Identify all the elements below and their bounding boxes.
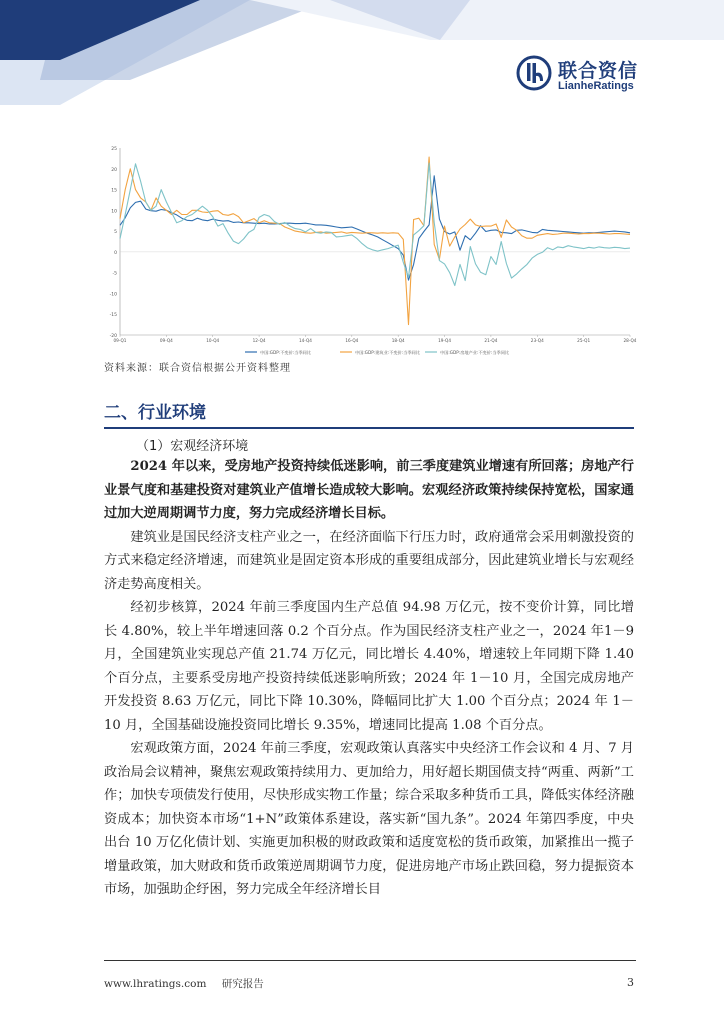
legend-label: 中国:GDP:建筑业:不变价:当季同比 [355, 349, 420, 355]
sub-heading: （1）宏观经济环境 [136, 439, 249, 454]
x-tick-label: 09-Q1 [113, 338, 127, 343]
paragraph: 建筑业是国民经济支柱产业之一，在经济面临下行压力时，政府通常会采用刺激投资的方式来稳定经济增速，而建筑业是固定资本形成的重要组成部分，因此建筑业增长与宏观经济走势高度相关。 [104, 529, 634, 592]
x-tick-label: 25-Q1 [577, 338, 591, 343]
y-tick-label: -15 [109, 313, 117, 319]
y-tick-label: -10 [109, 292, 117, 298]
page-number: 3 [627, 976, 634, 989]
x-tick-label: 19-Q4 [438, 338, 452, 343]
paragraph: 宏观政策方面，2024 年前三季度，宏观政策认真落实中央经济工作会议和 4 月、7 月政治局会议精神，聚焦宏观政策持续用力、更加给力，用好超长期国债支持“两重、两新”工作；加快专项债发行使用，尽快形成实物工作量；综合采取多种货币工具，降低实体经济融资成本；加快资本市场“1+N”政策体系建设，落实新“国九条”。2024 年第四季度，中央出台 10 万亿化债计划、实施更加积极的财政政策和适度宽松的货币政策，加紧推出一揽子增量政策，加大财政和货币政策逆周期调节力度，促进房地产市场止跌回稳，努力提振资本市场，加强助企纾困，努力完成全年经济增长目 [104, 741, 634, 897]
x-tick-label: 10-Q4 [206, 338, 220, 343]
x-tick-label: 21-Q4 [484, 338, 498, 343]
logo-mark-icon [516, 55, 552, 91]
section-title: 二、行业环境 [104, 403, 206, 423]
header-shape-4 [250, 0, 724, 40]
y-tick-label: 10 [111, 209, 117, 215]
series-line-1 [120, 176, 630, 280]
y-tick-label: 25 [111, 147, 117, 152]
y-tick-label: -20 [109, 334, 117, 339]
y-tick-label: 15 [111, 188, 117, 194]
summary-paragraph: 2024 年以来，受房地产投资持续低迷影响，前三季度建筑业增速有所回落；房地产行业景气度和基建投资对建筑业产值增长造成较大影响。宏观经济政策持续保持宽松，国家通过加大逆周期调节力度，努力完成经济增长目标。 [104, 459, 634, 521]
body-text [104, 455, 634, 902]
footer-website[interactable]: www.lhratings.com [104, 978, 207, 990]
legend-label: 中国:GDP:房地产业:不变价:当季同比 [440, 349, 510, 355]
x-tick-label: 09-Q4 [159, 338, 173, 343]
x-tick-label: 23-Q4 [530, 338, 544, 343]
y-tick-label: 5 [114, 230, 117, 236]
x-tick-label: 12-Q4 [252, 338, 266, 343]
legend-label: 中国:GDP:不变价:当季同比 [260, 349, 311, 355]
section-divider [104, 427, 634, 429]
x-tick-label: 16-Q4 [345, 338, 359, 343]
series-line-2 [120, 157, 630, 325]
footer-report-type: 研究报告 [221, 978, 264, 990]
logo-chinese-name: 联合资信 [558, 60, 639, 82]
x-tick-label: 14-Q4 [298, 338, 312, 343]
paragraph: 经初步核算，2024 年前三季度国内生产总值 94.98 万亿元，按不变价计算，同比增长 4.80%，较上半年增速回落 0.2 个百分点。作为国民经济支柱产业之一，2024 年1－9 月，全国建筑业实现总产值 21.74 万亿元，同比增长 4.40%，增速较上年同期下降 1.40 个百分点，主要系受房地产投资持续低迷影响所致；2024 年 1－10 月，全国完成房地产开发投资 8.63 万亿元，同比下降 10.30%，降幅同比扩大 1.00 个百分点；2024 年 1－10 月，全国基础设施投资同比增长 9.35%，增速同比提高 1.08 个百分点。 [104, 600, 634, 733]
x-tick-label: 28-Q4 [623, 338, 637, 343]
series-line-3 [120, 163, 630, 286]
chart-source-note: 资料来源：联合资信根据公开资料整理 [104, 363, 291, 374]
y-tick-label: 20 [111, 167, 117, 173]
y-tick-label: 0 [114, 250, 117, 256]
footer-info [104, 976, 276, 991]
x-tick-label: 18-Q4 [391, 338, 405, 343]
brand-logo [516, 55, 656, 97]
logo-english-name: LianheRatings [558, 80, 634, 92]
gdp-growth-line-chart [105, 140, 635, 365]
y-tick-label: -5 [112, 271, 117, 277]
footer-divider [104, 960, 636, 961]
